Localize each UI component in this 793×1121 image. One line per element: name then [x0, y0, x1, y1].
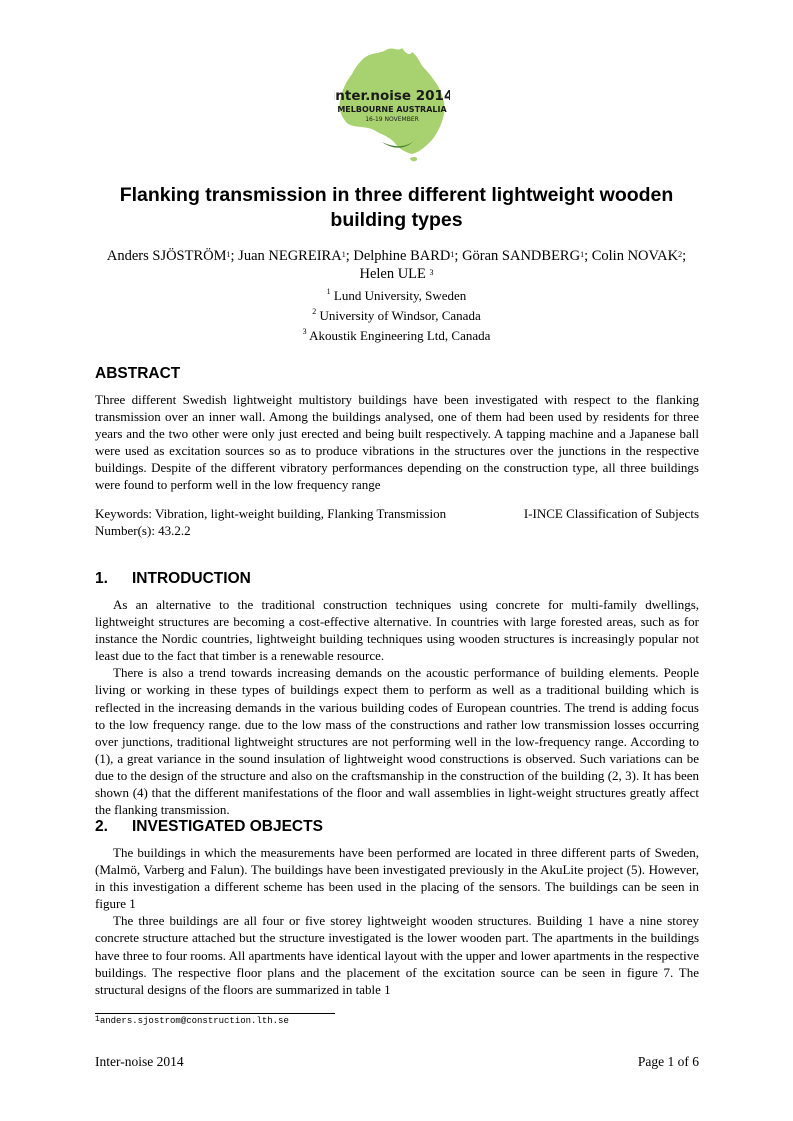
author-line-2: [0, 265, 793, 283]
affiliation-2: [0, 308, 793, 324]
author-line-1: [0, 247, 793, 265]
footnote-rule: [95, 1013, 335, 1014]
logo-line-1: inter.noise 2014: [334, 88, 450, 104]
keywords-right: I-INCE Classification of Subjects: [523, 506, 699, 521]
author-separator: ;: [454, 248, 463, 264]
footer-conference: Inter-noise 2014: [95, 1054, 184, 1069]
author-name: Juan NEGREIRA: [238, 248, 342, 264]
keywords-line-2: Number(s): 43.2.2: [95, 523, 191, 539]
affiliation-sup: 2: [312, 307, 317, 316]
affiliation-text: Lund University, Sweden: [333, 288, 467, 303]
author-name: Anders SJÖSTRÖM: [106, 248, 227, 264]
abstract-heading: ABSTRACT: [95, 365, 181, 382]
author-affil-sup: 1: [580, 250, 585, 259]
title-line-1: Flanking transmission in three different lightweight wooden: [119, 184, 674, 206]
author-affil-sup: 1: [341, 250, 346, 259]
section-title: INVESTIGATED OBJECTS: [132, 818, 323, 835]
author-affil-sup: 1: [226, 250, 231, 259]
section-heading-introduction: [95, 570, 251, 588]
affiliation-sup: 1: [326, 287, 331, 296]
affiliation-3: [0, 328, 793, 344]
author-separator: ;: [345, 248, 354, 264]
logo-line-3: 16-19 NOVEMBER: [365, 116, 419, 123]
author-separator: ;: [682, 248, 687, 264]
keywords-line-1: [95, 505, 699, 522]
section-number: 2.: [95, 818, 108, 835]
footnote-sup: 1: [95, 1015, 100, 1024]
tasmania-shape: [410, 157, 417, 161]
paragraph: As an alternative to the traditional construction techniques using concrete for multi-family dwellings, lightweight structures are becoming a cost-effective alternative. In countries with large forested areas, such as for instance the Nordic countries, lightweight building techniques using wooden structures is increasingly popular not least due to the fact that timber is a renewable resource.: [95, 597, 699, 664]
title-line-2: building types: [330, 209, 463, 231]
author-list: [0, 247, 793, 283]
section-title: INTRODUCTION: [132, 570, 251, 587]
affiliation-1: [0, 288, 793, 304]
author-separator: ;: [584, 248, 592, 264]
section-heading-investigated-objects: [95, 818, 323, 836]
author-affil-sup: 1: [450, 250, 455, 259]
abstract-text: Three different Swedish lightweight multistory buildings have been investigated with respect to the flanking transmission over an inner wall. Among the buildings analysed, one of them had been used by residents for three years and the two other were only just erected and being built respectively. A tapping machine and a Japanese ball were used as excitation sources so as to produce vibrations in the structures over the junctions in the respective buildings. Despite of the different vibratory performances depending on the construction type, all three buildings were found to perform well in the low frequency range: [95, 392, 699, 493]
affiliation-text: Akoustik Engineering Ltd, Canada: [309, 328, 491, 343]
author-affil-sup: 3: [429, 268, 434, 277]
author-name: Helen ULE: [359, 266, 430, 282]
footnote: [95, 1016, 289, 1026]
paragraph: There is also a trend towards increasing demands on the acoustic performance of building elements. People living or working in these types of buildings expect them to perform as well as a traditional building which is reflected in the increasing demands in the various building codes of European countries. The trend is adding focus to the low frequency range. due to the low mass of the constructions and rather low transmission losses occurring over junctions, traditional lightweight structures are not performing well in the low-frequency range. According to (1), a great variance in the sound insulation of lightweight wood constructions is observed. Such variations can be due to the design of the structure and also on the craftsmanship in the construction of the building (2, 3). It has been shown (4) that the different manifestations of the floor and wall assemblies in light-weight structures greatly affect the flanking transmission.: [95, 665, 699, 818]
keywords-block: [95, 505, 699, 539]
affiliation-sup: 3: [302, 327, 307, 336]
paragraph: The buildings in which the measurements have been performed are located in three different parts of Sweden, (Malmö, Varberg and Falun). The buildings have been investigated previously in the AkuLite project (5). However, in this investigation a different scheme has been used in the placing of the sensors. The buildings can be seen in figure 1: [95, 845, 699, 912]
conference-logo: [334, 44, 450, 162]
author-affil-sup: 2: [678, 250, 683, 259]
author-name: Göran SANDBERG: [462, 248, 581, 264]
author-name: Delphine BARD: [353, 248, 451, 264]
footer-page-number: Page 1 of 6: [637, 1054, 699, 1069]
logo-line-2: MELBOURNE AUSTRALIA: [337, 105, 447, 114]
introduction-body: [95, 596, 699, 818]
author-separator: ;: [230, 248, 239, 264]
paragraph: The three buildings are all four or five storey lightweight wooden structures. Building 1 have a nine storey concrete structure attached but the structure investigated is the lower wooden part. The apartments in the buildings have three to four rooms. All apartments have identical layout with the upper and lower apartments in the respective buildings. The respective floor plans and the placement of the excitation source can be seen in figure 7. The structural designs of the floors are summarized in table 1: [95, 913, 699, 997]
section-number: 1.: [95, 570, 108, 587]
footnote-email: anders.sjostrom@construction.lth.se: [99, 1016, 289, 1026]
australia-map-logo: [334, 44, 450, 162]
author-name: Colin NOVAK: [591, 248, 679, 264]
paper-title: [0, 183, 793, 233]
keywords-left: Keywords: Vibration, light-weight building, Flanking Transmission: [95, 506, 447, 521]
investigated-objects-body: [95, 844, 699, 998]
affiliation-text: University of Windsor, Canada: [319, 308, 481, 323]
